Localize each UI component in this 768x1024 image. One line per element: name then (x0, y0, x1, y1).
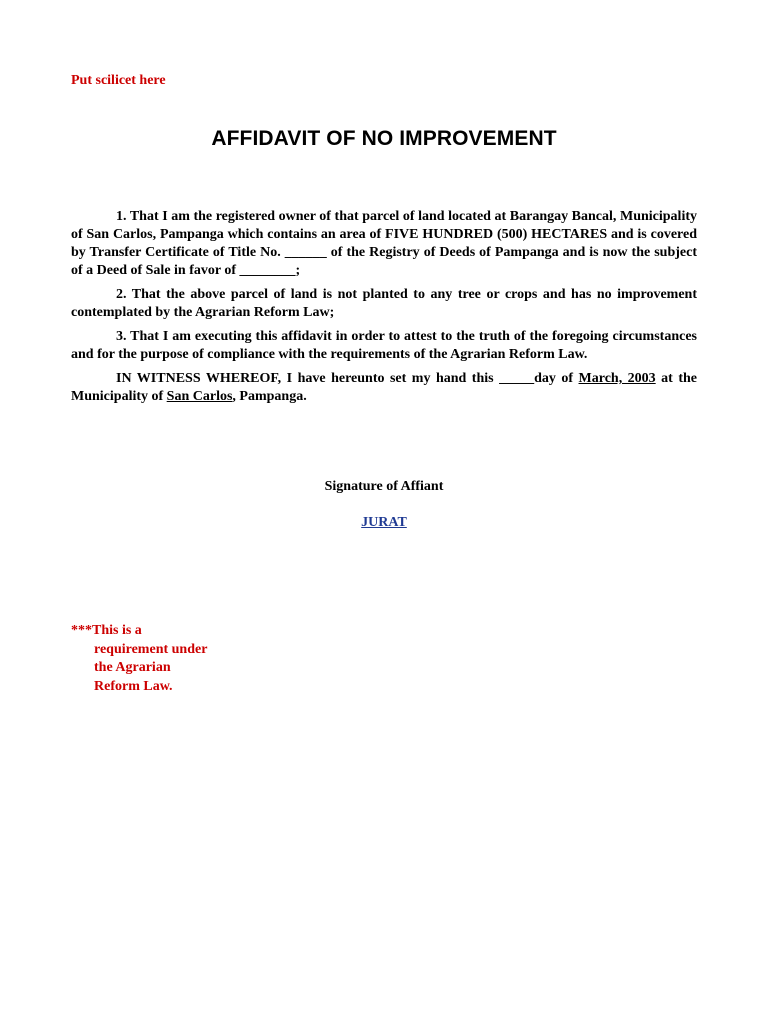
witness-text-a: IN WITNESS WHEREOF, I have hereunto set my hand this _____day of (116, 371, 579, 386)
witness-date: March, 2003 (578, 371, 656, 386)
paragraph-3: 3. That I am executing this affidavit in order to attest to the truth of the foregoing circumstances and for the purpose of compliance with the requirements of the Agrarian Reform Law. (71, 329, 697, 362)
witness-text-c: , Pampanga. (232, 389, 307, 404)
note-line-1: ***This is a (71, 623, 142, 638)
affidavit-body (71, 208, 697, 412)
witness-text-b: at the Municipality of (71, 371, 697, 404)
note-line-4: Reform Law. (94, 678, 173, 694)
requirement-note (71, 622, 207, 696)
witness-place: San Carlos (166, 389, 233, 404)
scilicet-placeholder: Put scilicet here (71, 73, 166, 88)
witness-paragraph (71, 370, 697, 406)
paragraph-2: 2. That the above parcel of land is not planted to any tree or crops and has no improvement contemplated by the Agrarian Reform Law; (71, 287, 697, 320)
note-line-3: the Agrarian (94, 660, 171, 675)
document-title: AFFIDAVIT OF NO IMPROVEMENT (211, 127, 557, 150)
note-line-2: requirement under (94, 641, 208, 657)
signature-label: Signature of Affiant (324, 479, 444, 494)
paragraph-1: 1. That I am the registered owner of that parcel of land located at Barangay Bancal, Municipality of San Carlos, Pampanga which contains an area of FIVE HUNDRED (500) HECTARES and is covered by Transfer Certificate of Title No. ______ of the Registry of Deeds of Pampanga and is now the subject of a Deed of Sale in favor of ________; (71, 209, 697, 278)
jurat-link[interactable]: JURAT (361, 515, 407, 530)
